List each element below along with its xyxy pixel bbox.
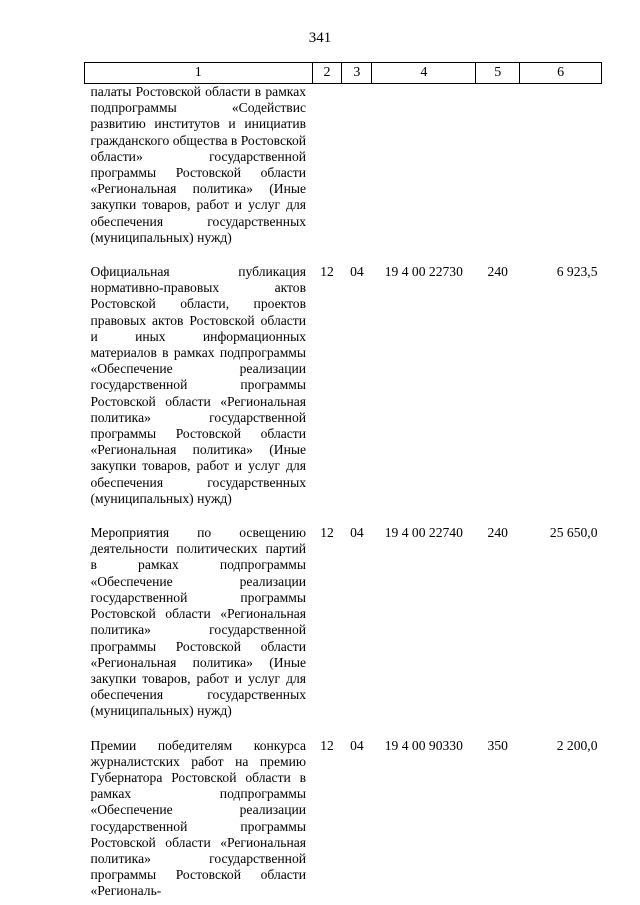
row-description: Премии победителям конкурса журналистских работ на премию Губернатора Ростовской области в рамках подпрограммы «Обеспечение реализации государственной программы Ростовской области «Региональная политика» государственной программы Ростовской области «Региональ- xyxy=(90,737,307,899)
row-expense-type: 240 xyxy=(487,264,508,280)
row-expense-type xyxy=(476,84,520,247)
header-col-1: 1 xyxy=(85,63,313,84)
row-description: Официальная публикация нормативно-правовых актов Ростовской области, проектов правовых актов Ростовской области и иных информационных материалов в рамках подпрограммы «Обеспечение реализации государственной программы Ростовской области «Региональная политика» государственной программы Ростовской области «Региональная политика» (Иные закупки товаров, работ и услуг для обеспечения государственных (муниципальных) нужд) xyxy=(90,264,307,506)
row-description: палаты Ростовской области в рамках подпрограммы «Содействис развитию институтов и инициатив гражданского общества в Ростовской области» государственной программы Ростовской области «Региональная политика» (Иные закупки товаров, работ и услуг для обеспечения государственных (муниципальных) нужд) xyxy=(90,84,307,245)
page-number: 341 xyxy=(308,30,332,46)
row-subsection: 04 xyxy=(350,525,364,541)
row-target-article xyxy=(372,84,476,247)
row-target-article: 19 4 00 22730 xyxy=(384,264,463,280)
row-section: 12 xyxy=(320,525,334,541)
row-target-article: 19 4 00 90330 xyxy=(384,737,463,753)
row-target-article: 19 4 00 22740 xyxy=(384,525,463,541)
row-section: 12 xyxy=(320,264,334,280)
row-section: 12 xyxy=(320,737,334,753)
table-row xyxy=(85,246,602,507)
row-amount: 6 923,5 xyxy=(556,264,598,280)
header-col-3: 3 xyxy=(342,63,372,84)
row-subsection xyxy=(342,84,372,247)
row-subsection: 04 xyxy=(350,737,364,753)
table-row xyxy=(85,720,602,900)
budget-table xyxy=(84,62,602,900)
table-header xyxy=(85,63,602,84)
row-amount: 2 200,0 xyxy=(556,737,598,753)
row-description: Мероприятия по освещению деятельности политических партий в рамках подпрограммы «Обеспечение реализации государственной программы Ростовской области «Региональная политика» государственной программы Ростовской области «Региональная политика» (Иные закупки товаров, работ и услуг для обеспечения государственных (муниципальных) нужд) xyxy=(90,525,307,719)
row-amount xyxy=(520,84,602,247)
header-col-4: 4 xyxy=(372,63,476,84)
table-row xyxy=(85,84,602,247)
header-col-6: 6 xyxy=(520,63,602,84)
row-expense-type: 350 xyxy=(487,737,508,753)
row-section xyxy=(312,84,342,247)
header-col-5: 5 xyxy=(476,63,520,84)
table-row xyxy=(85,507,602,719)
header-col-2: 2 xyxy=(312,63,342,84)
row-subsection: 04 xyxy=(350,264,364,280)
row-expense-type: 240 xyxy=(487,525,508,541)
row-amount: 25 650,0 xyxy=(549,525,598,541)
